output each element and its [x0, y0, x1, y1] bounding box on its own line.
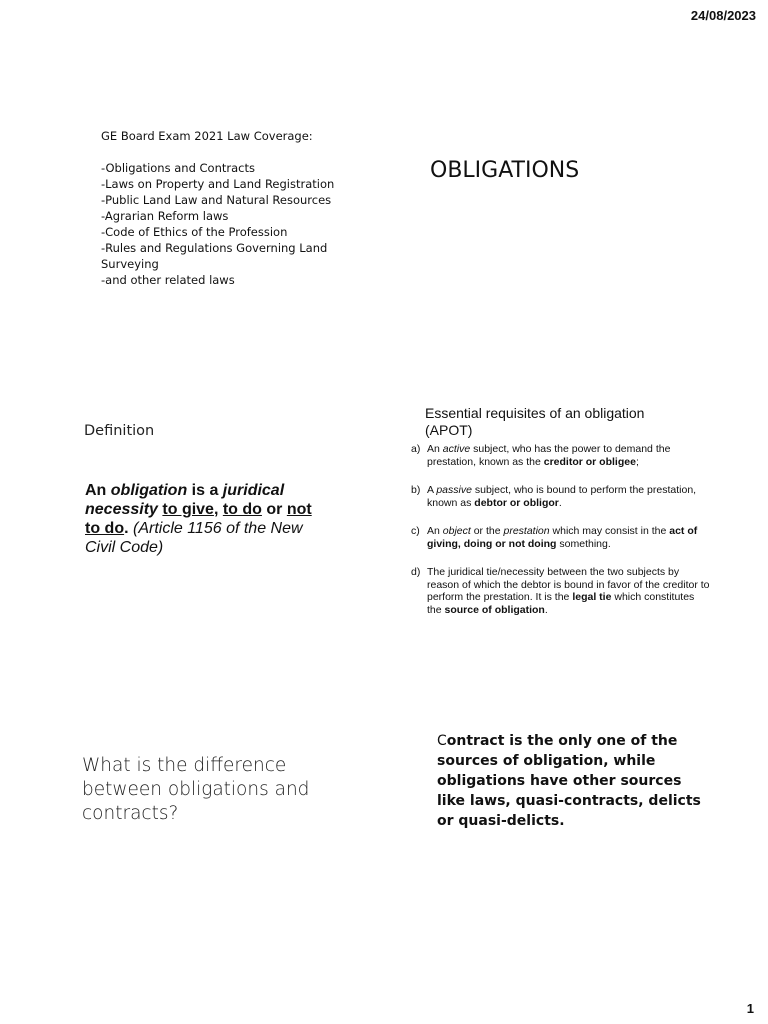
text-run: debtor or obligor [474, 496, 559, 509]
text-run: An [427, 443, 443, 455]
list-marker: c) [411, 525, 420, 537]
text-run: An [427, 525, 443, 537]
text-run: The juridical tie/necessity between the two subjects by reason of which the debtor is bound in favor of the creditor to perform the prestation. It is the [427, 566, 710, 603]
text-run: act of giving, doing or not doing [427, 525, 698, 550]
text-run: passive [436, 484, 472, 496]
difference-question: What is the difference between obligations and contracts? [82, 755, 310, 824]
definition-text: An [85, 482, 111, 499]
text-run: prestation [503, 525, 550, 537]
text-run: subject, who has the power to demand the prestation, known as the [427, 443, 671, 468]
definition-to-give: to give [162, 501, 214, 518]
law-coverage-block [101, 128, 361, 288]
difference-answer [437, 731, 712, 831]
requisite-text [427, 566, 711, 616]
text-run: active [442, 443, 471, 455]
definition-text: is a [187, 482, 223, 499]
requisite-text [427, 484, 711, 509]
coverage-item: -Public Land Law and Natural Resources [101, 193, 332, 207]
text-run: which constitutes the [427, 591, 695, 616]
definition-text: or [261, 501, 287, 518]
answer-first-letter: C [437, 733, 447, 749]
document-date: 24/08/2023 [690, 8, 756, 23]
definition-not-to-do: not to do [85, 501, 312, 537]
definition-citation: (Article 1156 of the New Civil Code) [85, 520, 303, 556]
requisite-text [427, 525, 711, 550]
coverage-item: -Agrarian Reform laws [101, 209, 229, 223]
obligation-definition [85, 481, 330, 557]
list-item [411, 443, 711, 468]
text-run: source of obligation [444, 603, 545, 616]
coverage-item: -Code of Ethics of the Profession [101, 225, 288, 239]
text-run: creditor or obligee [543, 455, 636, 468]
requisites-title: Essential requisites of an obligation (APOT) [425, 405, 645, 438]
coverage-item: -Obligations and Contracts [101, 161, 255, 175]
answer-text: ontract is the only one of the sources of obligation, while obligations have other sources like laws, quasi-contracts, delicts or quasi-delicts. [437, 733, 701, 829]
definition-text: , [213, 501, 223, 518]
text-run: something. [556, 537, 611, 550]
text-run: . [558, 496, 562, 509]
text-run: or the [470, 525, 504, 537]
text-run: ; [635, 455, 639, 468]
list-item [411, 525, 711, 550]
definition-text: . [124, 520, 129, 537]
text-run: subject, who is bound to perform the prestation, known as [427, 484, 697, 509]
requisites-list [411, 443, 711, 632]
definition-label: Definition [84, 423, 155, 439]
list-item [411, 566, 711, 616]
coverage-item: -Rules and Regulations Governing Land Surveying [101, 241, 328, 271]
text-run: which may consist in the [549, 525, 670, 537]
list-marker: d) [411, 566, 421, 578]
list-marker: a) [411, 443, 421, 455]
coverage-item: -Laws on Property and Land Registration [101, 177, 335, 191]
list-item [411, 484, 711, 509]
requisite-text [427, 443, 711, 468]
definition-term: obligation [110, 482, 188, 499]
slide-title: OBLIGATIONS [430, 158, 580, 183]
coverage-item: -and other related laws [101, 273, 235, 287]
text-run: . [544, 603, 548, 616]
coverage-heading: GE Board Exam 2021 Law Coverage: [101, 129, 313, 143]
page-number: 1 [746, 1001, 754, 1016]
list-marker: b) [411, 484, 421, 496]
definition-to-do: to do [222, 501, 262, 518]
text-run: A [427, 484, 437, 496]
definition-emphasis: juridical necessity [85, 482, 285, 518]
text-run: object [442, 525, 471, 537]
text-run: legal tie [572, 591, 612, 603]
